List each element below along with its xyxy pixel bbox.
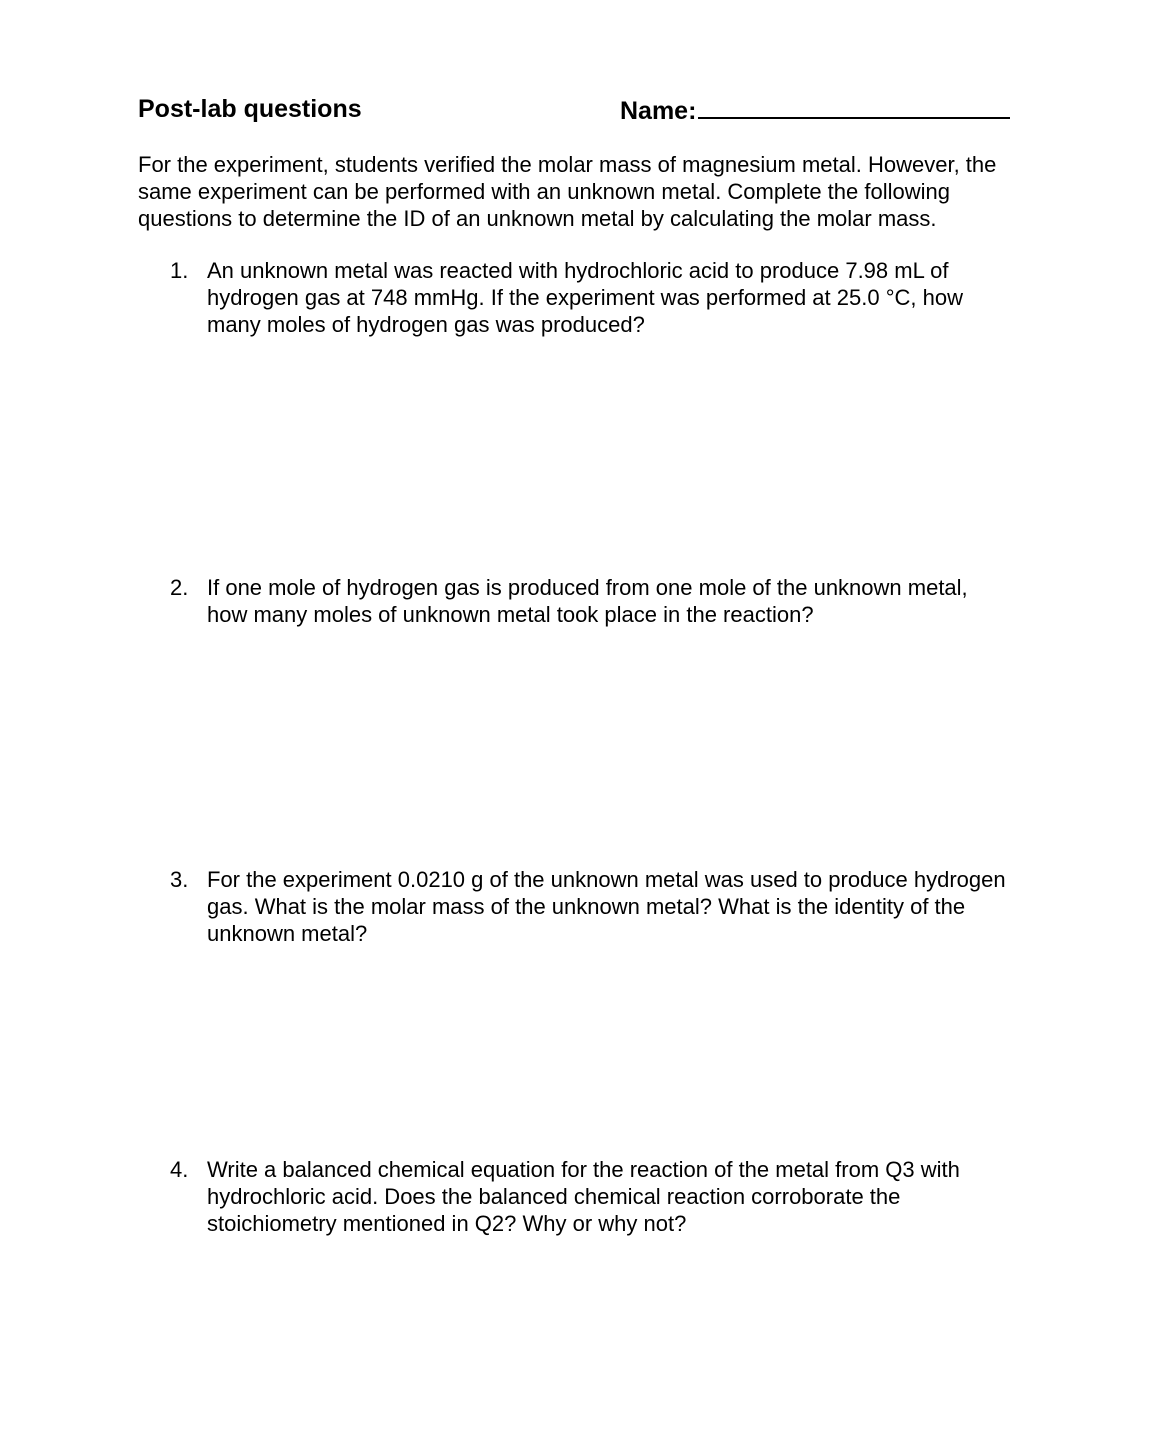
intro-paragraph: For the experiment, students verified the molar mass of magnesium metal. However, the same experiment can be performed with an unknown metal. Complete the following questions to determine the ID of an unknown metal by calculating the molar mass. bbox=[138, 152, 997, 231]
question-number: 4. bbox=[170, 1157, 189, 1182]
question-number: 1. bbox=[170, 258, 189, 283]
question-4 bbox=[170, 1156, 1010, 1237]
name-blank-line[interactable] bbox=[698, 93, 1010, 119]
name-label: Name: bbox=[620, 97, 697, 125]
question-2 bbox=[170, 574, 1010, 628]
question-text: For the experiment 0.0210 g of the unknown metal was used to produce hydrogen gas. What is the molar mass of the unknown metal? What is the identity of the unknown metal? bbox=[207, 867, 1006, 946]
question-text: An unknown metal was reacted with hydrochloric acid to produce 7.98 mL of hydrogen gas at 748 mmHg. If the experiment was performed at 25.0 °C, how many moles of hydrogen gas was produced? bbox=[207, 258, 963, 337]
question-1 bbox=[170, 257, 1010, 338]
question-number: 2. bbox=[170, 575, 189, 600]
question-text: Write a balanced chemical equation for the reaction of the metal from Q3 with hydrochloric acid. Does the balanced chemical reaction corroborate the stoichiometry mentioned in Q2? Why or why not? bbox=[207, 1157, 960, 1236]
question-3 bbox=[170, 866, 1010, 947]
question-text: If one mole of hydrogen gas is produced from one mole of the unknown metal, how many moles of unknown metal took place in the reaction? bbox=[207, 575, 968, 627]
page-header bbox=[138, 93, 1018, 129]
page-title: Post-lab questions bbox=[138, 95, 362, 123]
question-number: 3. bbox=[170, 867, 189, 892]
name-field bbox=[620, 93, 1010, 127]
